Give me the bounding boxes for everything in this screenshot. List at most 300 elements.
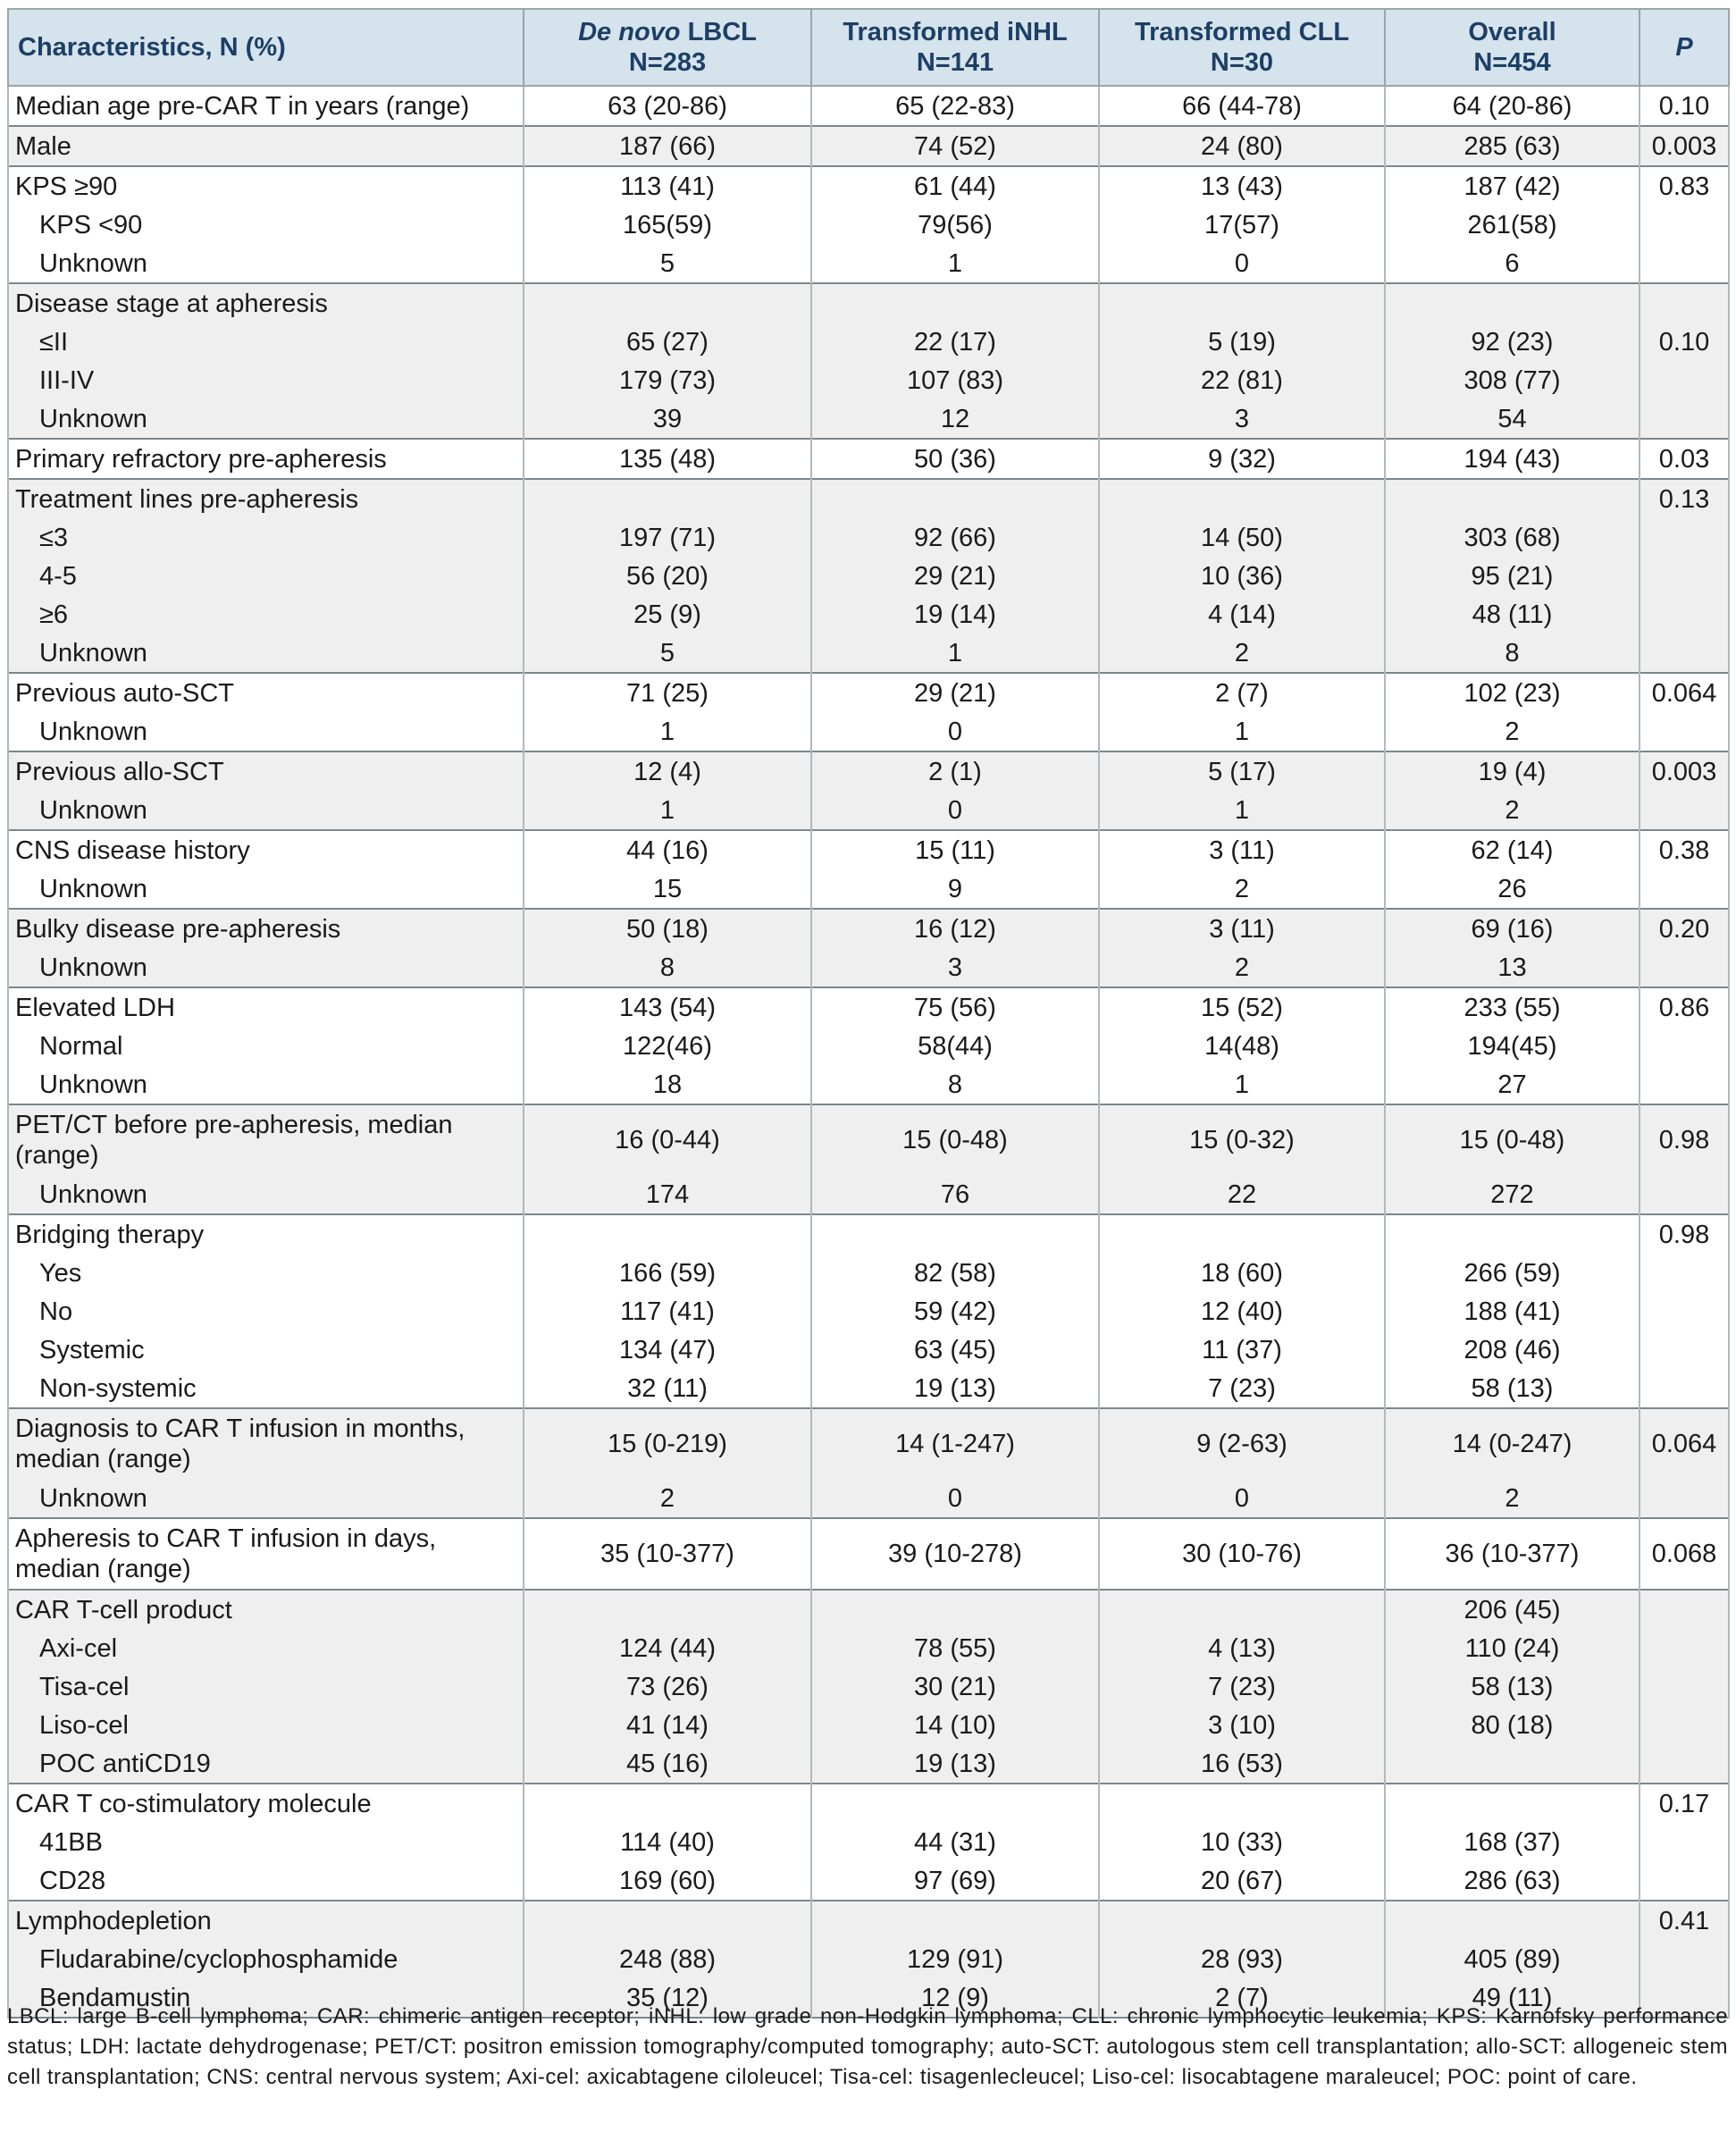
p-value-cell: 0.41 [1640, 1901, 1729, 1940]
header-overall-n: N=454 [1473, 48, 1551, 77]
table-subrow [8, 1940, 1729, 1978]
row-label: KPS <90 [8, 206, 524, 244]
transformed-inhl-cell: 16 (12) [811, 909, 1099, 948]
row-group [8, 479, 1729, 673]
transformed-inhl-cell: 50 (36) [811, 439, 1099, 479]
overall-cell: 48 (11) [1385, 595, 1640, 634]
row-label: Normal [8, 1027, 524, 1065]
table-subrow [8, 1292, 1729, 1331]
de-novo-lbcl-cell: 63 (20-86) [524, 86, 811, 126]
table-header [8, 9, 1729, 86]
p-value-cell [1640, 557, 1729, 595]
de-novo-lbcl-cell: 8 [524, 948, 811, 987]
row-label: Unknown [8, 1175, 524, 1214]
de-novo-lbcl-cell: 5 [524, 634, 811, 673]
row-label: Primary refractory pre-apheresis [8, 439, 524, 479]
header-characteristics [8, 9, 524, 86]
p-value-cell [1640, 1667, 1729, 1706]
transformed-inhl-cell: 19 (14) [811, 595, 1099, 634]
p-value-cell: 0.068 [1640, 1518, 1729, 1590]
p-value-cell [1640, 1331, 1729, 1369]
row-label: ≤II [8, 323, 524, 361]
transformed-cll-cell: 2 [1099, 634, 1385, 673]
transformed-inhl-cell: 59 (42) [811, 1292, 1099, 1331]
p-value-cell [1640, 1744, 1729, 1784]
transformed-inhl-cell: 19 (13) [811, 1744, 1099, 1784]
overall-cell: 233 (55) [1385, 987, 1640, 1027]
transformed-inhl-cell [811, 479, 1099, 518]
transformed-inhl-cell: 12 (9) [811, 1978, 1099, 2018]
p-value-cell [1640, 1629, 1729, 1667]
de-novo-lbcl-cell: 71 (25) [524, 673, 811, 712]
row-group [8, 1104, 1729, 1214]
transformed-inhl-cell: 14 (1-247) [811, 1408, 1099, 1479]
table-row [8, 479, 1729, 518]
table-subrow [8, 1744, 1729, 1784]
p-value-cell [1640, 595, 1729, 634]
p-value-cell [1640, 1861, 1729, 1901]
de-novo-lbcl-cell: 18 [524, 1065, 811, 1104]
table-row [8, 1518, 1729, 1590]
overall-cell: 80 (18) [1385, 1706, 1640, 1744]
overall-cell: 92 (23) [1385, 323, 1640, 361]
overall-cell [1385, 1744, 1640, 1784]
header-transformed-cll-n: N=30 [1210, 48, 1274, 77]
transformed-cll-cell: 3 (11) [1099, 909, 1385, 948]
overall-cell: 64 (20-86) [1385, 86, 1640, 126]
row-label: Unknown [8, 399, 524, 439]
p-value-cell: 0.03 [1640, 439, 1729, 479]
transformed-inhl-cell: 8 [811, 1065, 1099, 1104]
transformed-inhl-cell: 74 (52) [811, 126, 1099, 166]
de-novo-lbcl-cell: 124 (44) [524, 1629, 811, 1667]
row-label: Previous allo-SCT [8, 751, 524, 791]
table-subrow [8, 869, 1729, 909]
row-label: Lymphodepletion [8, 1901, 524, 1940]
de-novo-lbcl-cell: 165(59) [524, 206, 811, 244]
transformed-cll-cell [1099, 283, 1385, 323]
transformed-cll-cell: 1 [1099, 791, 1385, 830]
table-row [8, 166, 1729, 206]
table-row [8, 909, 1729, 948]
p-value-cell [1640, 1590, 1729, 1629]
table-subrow [8, 1667, 1729, 1706]
de-novo-lbcl-cell: 45 (16) [524, 1744, 811, 1784]
transformed-inhl-cell: 107 (83) [811, 361, 1099, 399]
transformed-cll-cell [1099, 479, 1385, 518]
p-value-cell [1640, 1479, 1729, 1518]
transformed-inhl-cell: 65 (22-83) [811, 86, 1099, 126]
transformed-cll-cell: 20 (67) [1099, 1861, 1385, 1901]
de-novo-lbcl-cell: 1 [524, 712, 811, 751]
transformed-cll-cell: 11 (37) [1099, 1331, 1385, 1369]
transformed-inhl-cell: 61 (44) [811, 166, 1099, 206]
header-de-novo-n: N=283 [628, 48, 707, 77]
de-novo-lbcl-cell: 117 (41) [524, 1292, 811, 1331]
table-subrow [8, 712, 1729, 751]
p-value-cell [1640, 244, 1729, 283]
table-subrow [8, 206, 1729, 244]
row-label: Bulky disease pre-apheresis [8, 909, 524, 948]
overall-cell: 36 (10-377) [1385, 1518, 1640, 1590]
transformed-cll-cell: 10 (36) [1099, 557, 1385, 595]
transformed-inhl-cell: 39 (10-278) [811, 1518, 1099, 1590]
table-subrow [8, 1629, 1729, 1667]
table-subrow [8, 244, 1729, 283]
overall-cell: 102 (23) [1385, 673, 1640, 712]
table-subrow [8, 323, 1729, 361]
p-value-cell [1640, 1292, 1729, 1331]
p-value-cell [1640, 1940, 1729, 1978]
de-novo-lbcl-cell: 179 (73) [524, 361, 811, 399]
transformed-cll-cell: 15 (0-32) [1099, 1104, 1385, 1175]
p-value-cell [1640, 791, 1729, 830]
row-label: Diagnosis to CAR T infusion in months, median (range) [8, 1408, 524, 1479]
overall-cell: 206 (45) [1385, 1590, 1640, 1629]
p-value-cell [1640, 712, 1729, 751]
transformed-inhl-cell: 0 [811, 791, 1099, 830]
overall-cell [1385, 283, 1640, 323]
de-novo-lbcl-cell: 197 (71) [524, 518, 811, 557]
de-novo-lbcl-cell: 32 (11) [524, 1369, 811, 1408]
transformed-cll-cell [1099, 1901, 1385, 1940]
transformed-inhl-cell: 82 (58) [811, 1254, 1099, 1292]
transformed-cll-cell: 18 (60) [1099, 1254, 1385, 1292]
transformed-cll-cell: 10 (33) [1099, 1823, 1385, 1861]
transformed-inhl-cell: 92 (66) [811, 518, 1099, 557]
transformed-inhl-cell: 14 (10) [811, 1706, 1099, 1744]
row-group [8, 987, 1729, 1104]
transformed-cll-cell: 30 (10-76) [1099, 1518, 1385, 1590]
row-group [8, 673, 1729, 751]
overall-cell: 27 [1385, 1065, 1640, 1104]
overall-cell: 188 (41) [1385, 1292, 1640, 1331]
row-group [8, 830, 1729, 909]
row-label: Unknown [8, 791, 524, 830]
row-label: Unknown [8, 712, 524, 751]
p-value-cell: 0.13 [1640, 479, 1729, 518]
de-novo-lbcl-cell [524, 1214, 811, 1254]
table-row [8, 1784, 1729, 1823]
de-novo-lbcl-cell [524, 1590, 811, 1629]
de-novo-lbcl-cell: 35 (12) [524, 1978, 811, 2018]
de-novo-lbcl-cell: 169 (60) [524, 1861, 811, 1901]
overall-cell: 272 [1385, 1175, 1640, 1214]
p-value-cell: 0.38 [1640, 830, 1729, 869]
row-label: Non-systemic [8, 1369, 524, 1408]
row-label: Elevated LDH [8, 987, 524, 1027]
row-label: Unknown [8, 634, 524, 673]
p-value-cell [1640, 869, 1729, 909]
overall-cell: 110 (24) [1385, 1629, 1640, 1667]
table-subrow [8, 1027, 1729, 1065]
row-label: Median age pre-CAR T in years (range) [8, 86, 524, 126]
header-transformed-inhl [811, 9, 1099, 86]
transformed-cll-cell: 1 [1099, 712, 1385, 751]
row-label: Unknown [8, 948, 524, 987]
table-subrow [8, 399, 1729, 439]
table-row [8, 86, 1729, 126]
row-group [8, 1784, 1729, 1901]
header-transformed-inhl-n: N=141 [916, 48, 994, 77]
row-group [8, 166, 1729, 283]
row-label: III-IV [8, 361, 524, 399]
p-value-cell [1640, 1065, 1729, 1104]
table-subrow [8, 1065, 1729, 1104]
overall-cell: 194(45) [1385, 1027, 1640, 1065]
table-row [8, 1901, 1729, 1940]
row-group [8, 1901, 1729, 2018]
header-characteristics-label: Characteristics, N (%) [18, 33, 286, 62]
table-row [8, 987, 1729, 1027]
transformed-cll-cell: 4 (14) [1099, 595, 1385, 634]
row-group [8, 86, 1729, 126]
de-novo-lbcl-cell: 15 (0-219) [524, 1408, 811, 1479]
transformed-cll-cell: 66 (44-78) [1099, 86, 1385, 126]
row-group [8, 909, 1729, 987]
table-row [8, 1590, 1729, 1629]
transformed-cll-cell: 2 (7) [1099, 1978, 1385, 2018]
transformed-inhl-cell: 12 [811, 399, 1099, 439]
overall-cell: 14 (0-247) [1385, 1408, 1640, 1479]
table-subrow [8, 1254, 1729, 1292]
de-novo-lbcl-cell: 50 (18) [524, 909, 811, 948]
transformed-inhl-cell: 75 (56) [811, 987, 1099, 1027]
de-novo-lbcl-cell: 35 (10-377) [524, 1518, 811, 1590]
row-label: CAR T co-stimulatory molecule [8, 1784, 524, 1823]
overall-cell: 54 [1385, 399, 1640, 439]
header-p-label: P [1675, 33, 1693, 62]
p-value-cell: 0.10 [1640, 323, 1729, 361]
de-novo-lbcl-cell: 166 (59) [524, 1254, 811, 1292]
overall-cell: 6 [1385, 244, 1640, 283]
row-group [8, 751, 1729, 830]
transformed-cll-cell: 22 [1099, 1175, 1385, 1214]
row-group [8, 1518, 1729, 1590]
row-label: Previous auto-SCT [8, 673, 524, 712]
p-value-cell: 0.20 [1640, 909, 1729, 948]
transformed-cll-cell: 0 [1099, 1479, 1385, 1518]
table-subrow [8, 595, 1729, 634]
transformed-cll-cell: 7 (23) [1099, 1369, 1385, 1408]
p-value-cell: 0.064 [1640, 1408, 1729, 1479]
p-value-cell: 0.17 [1640, 1784, 1729, 1823]
p-value-cell [1640, 1706, 1729, 1744]
de-novo-lbcl-cell: 56 (20) [524, 557, 811, 595]
row-label: Male [8, 126, 524, 166]
table-row [8, 283, 1729, 323]
transformed-cll-cell: 2 [1099, 948, 1385, 987]
de-novo-lbcl-cell: 143 (54) [524, 987, 811, 1027]
overall-cell: 15 (0-48) [1385, 1104, 1640, 1175]
transformed-cll-cell: 15 (52) [1099, 987, 1385, 1027]
de-novo-lbcl-cell: 12 (4) [524, 751, 811, 791]
table-subrow [8, 948, 1729, 987]
header-p-value [1640, 9, 1729, 86]
p-value-cell [1640, 634, 1729, 673]
header-overall-label: Overall [1468, 18, 1556, 46]
de-novo-lbcl-cell: 39 [524, 399, 811, 439]
table-row [8, 1408, 1729, 1479]
transformed-inhl-cell: 22 (17) [811, 323, 1099, 361]
transformed-cll-cell: 9 (2-63) [1099, 1408, 1385, 1479]
p-value-cell [1640, 361, 1729, 399]
table-subrow [8, 791, 1729, 830]
transformed-inhl-cell: 0 [811, 1479, 1099, 1518]
transformed-inhl-cell: 9 [811, 869, 1099, 909]
row-label: Systemic [8, 1331, 524, 1369]
table-subrow [8, 634, 1729, 673]
overall-cell: 208 (46) [1385, 1331, 1640, 1369]
header-de-novo-rest: LBCL [680, 18, 757, 46]
row-label: 4-5 [8, 557, 524, 595]
overall-cell: 62 (14) [1385, 830, 1640, 869]
de-novo-lbcl-cell: 2 [524, 1479, 811, 1518]
row-label: PET/CT before pre-apheresis, median (range) [8, 1104, 524, 1175]
de-novo-lbcl-cell: 25 (9) [524, 595, 811, 634]
transformed-inhl-cell: 30 (21) [811, 1667, 1099, 1706]
transformed-inhl-cell: 129 (91) [811, 1940, 1099, 1978]
header-row [8, 9, 1729, 86]
overall-cell: 261(58) [1385, 206, 1640, 244]
row-label: No [8, 1292, 524, 1331]
row-label: ≤3 [8, 518, 524, 557]
overall-cell: 8 [1385, 634, 1640, 673]
row-label: CD28 [8, 1861, 524, 1901]
header-transformed-cll [1099, 9, 1385, 86]
table-subrow [8, 1175, 1729, 1214]
overall-cell: 2 [1385, 712, 1640, 751]
p-value-cell [1640, 1027, 1729, 1065]
overall-cell: 58 (13) [1385, 1667, 1640, 1706]
transformed-inhl-cell: 29 (21) [811, 673, 1099, 712]
overall-cell: 2 [1385, 791, 1640, 830]
overall-cell: 19 (4) [1385, 751, 1640, 791]
transformed-inhl-cell: 79(56) [811, 206, 1099, 244]
transformed-inhl-cell: 44 (31) [811, 1823, 1099, 1861]
overall-cell: 69 (16) [1385, 909, 1640, 948]
row-label: Bendamustin [8, 1978, 524, 2018]
de-novo-lbcl-cell: 174 [524, 1175, 811, 1214]
row-label: 41BB [8, 1823, 524, 1861]
overall-cell [1385, 479, 1640, 518]
transformed-cll-cell [1099, 1214, 1385, 1254]
transformed-cll-cell: 24 (80) [1099, 126, 1385, 166]
overall-cell: 303 (68) [1385, 518, 1640, 557]
table-row [8, 673, 1729, 712]
overall-cell: 13 [1385, 948, 1640, 987]
transformed-cll-cell: 16 (53) [1099, 1744, 1385, 1784]
table-subrow [8, 1823, 1729, 1861]
transformed-inhl-cell: 58(44) [811, 1027, 1099, 1065]
p-value-cell [1640, 1823, 1729, 1861]
transformed-cll-cell [1099, 1590, 1385, 1629]
transformed-cll-cell: 3 (10) [1099, 1706, 1385, 1744]
overall-cell: 26 [1385, 869, 1640, 909]
overall-cell: 308 (77) [1385, 361, 1640, 399]
row-label: Tisa-cel [8, 1667, 524, 1706]
p-value-cell [1640, 283, 1729, 323]
transformed-cll-cell: 9 (32) [1099, 439, 1385, 479]
table-row [8, 439, 1729, 479]
row-label: Unknown [8, 1065, 524, 1104]
row-label: Apheresis to CAR T infusion in days, median (range) [8, 1518, 524, 1590]
overall-cell: 187 (42) [1385, 166, 1640, 206]
table-row [8, 1214, 1729, 1254]
de-novo-lbcl-cell: 135 (48) [524, 439, 811, 479]
p-value-cell: 0.064 [1640, 673, 1729, 712]
p-value-cell [1640, 206, 1729, 244]
de-novo-lbcl-cell: 5 [524, 244, 811, 283]
transformed-inhl-cell: 1 [811, 244, 1099, 283]
transformed-cll-cell: 22 (81) [1099, 361, 1385, 399]
overall-cell: 95 (21) [1385, 557, 1640, 595]
p-value-cell [1640, 1254, 1729, 1292]
overall-cell: 58 (13) [1385, 1369, 1640, 1408]
row-group [8, 1590, 1729, 1784]
transformed-inhl-cell [811, 1901, 1099, 1940]
table-subrow [8, 557, 1729, 595]
transformed-inhl-cell: 78 (55) [811, 1629, 1099, 1667]
transformed-cll-cell: 14(48) [1099, 1027, 1385, 1065]
table-subrow [8, 1479, 1729, 1518]
table-row [8, 751, 1729, 791]
p-value-cell [1640, 1175, 1729, 1214]
overall-cell [1385, 1784, 1640, 1823]
transformed-cll-cell: 5 (19) [1099, 323, 1385, 361]
transformed-inhl-cell: 63 (45) [811, 1331, 1099, 1369]
p-value-cell: 0.98 [1640, 1214, 1729, 1254]
de-novo-lbcl-cell: 122(46) [524, 1027, 811, 1065]
table-subrow [8, 1861, 1729, 1901]
row-label: Yes [8, 1254, 524, 1292]
transformed-inhl-cell: 1 [811, 634, 1099, 673]
transformed-cll-cell: 12 (40) [1099, 1292, 1385, 1331]
p-value-cell [1640, 1369, 1729, 1408]
de-novo-lbcl-cell [524, 1901, 811, 1940]
row-group [8, 1408, 1729, 1518]
overall-cell: 168 (37) [1385, 1823, 1640, 1861]
p-value-cell: 0.003 [1640, 751, 1729, 791]
p-value-cell: 0.10 [1640, 86, 1729, 126]
table-subrow [8, 518, 1729, 557]
table-subrow [8, 1369, 1729, 1408]
p-value-cell [1640, 399, 1729, 439]
row-label: Treatment lines pre-apheresis [8, 479, 524, 518]
row-group [8, 126, 1729, 166]
de-novo-lbcl-cell: 134 (47) [524, 1331, 811, 1369]
p-value-cell: 0.86 [1640, 987, 1729, 1027]
transformed-inhl-cell [811, 283, 1099, 323]
de-novo-lbcl-cell: 114 (40) [524, 1823, 811, 1861]
overall-cell: 266 (59) [1385, 1254, 1640, 1292]
header-overall [1385, 9, 1640, 86]
de-novo-lbcl-cell: 41 (14) [524, 1706, 811, 1744]
transformed-inhl-cell: 76 [811, 1175, 1099, 1214]
row-label: Unknown [8, 1479, 524, 1518]
transformed-cll-cell: 1 [1099, 1065, 1385, 1104]
row-label: CAR T-cell product [8, 1590, 524, 1629]
row-label: CNS disease history [8, 830, 524, 869]
transformed-inhl-cell: 2 (1) [811, 751, 1099, 791]
header-de-novo-lbcl [524, 9, 811, 86]
de-novo-lbcl-cell: 187 (66) [524, 126, 811, 166]
de-novo-lbcl-cell [524, 479, 811, 518]
transformed-cll-cell: 14 (50) [1099, 518, 1385, 557]
transformed-cll-cell: 4 (13) [1099, 1629, 1385, 1667]
header-transformed-inhl-label: Transformed iNHL [843, 18, 1068, 46]
overall-cell: 286 (63) [1385, 1861, 1640, 1901]
